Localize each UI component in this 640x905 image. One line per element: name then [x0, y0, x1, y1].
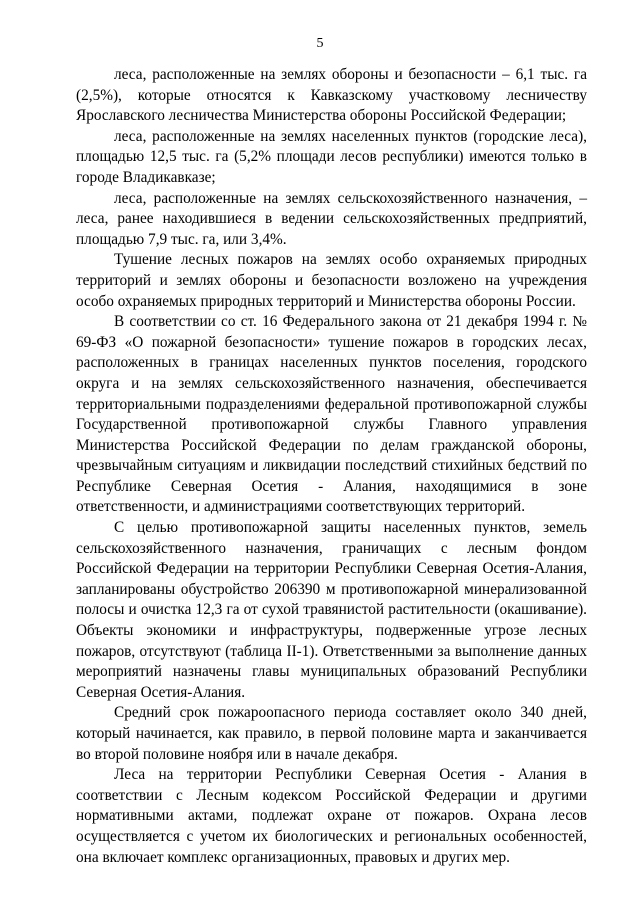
paragraph: леса, расположенные на землях обороны и безопасности – 6,1 тыс. га (2,5%), которые относятся к Кавказскому участковому лесничеству Ярославского лесничества Министерства обороны Российской Федерации;	[76, 66, 587, 125]
paragraph: Средний срок пожароопасного периода составляет около 340 дней, который начинается, как правило, в первой половине марта и заканчивается во второй половине ноября или в начале декабря.	[76, 704, 587, 763]
paragraph: Тушение лесных пожаров на землях особо охраняемых природных территорий и землях обороны и безопасности возложено на учреждения особо охраняемых природных территорий и Министерства обороны России.	[76, 251, 587, 310]
paragraph: С целью противопожарной защиты населенных пунктов, земель сельскохозяйственного назначения, граничащих с лесным фондом Российской Федерации на территории Республики Северная Осетия-Алания, запланированы обустройство 206390 м противопожарной минерализованной полосы и очистка 12,3 га от сухой травянистой растительности (окашивание). Объекты экономики и инфраструктуры, подверженные угрозе лесных пожаров, отсутствуют (таблица II-1). Ответственными за выполнение данных мероприятий назначены главы муниципальных образований Республики Северная Осетия-Алания.	[76, 519, 587, 701]
page-body	[76, 65, 587, 868]
paragraph: леса, расположенные на землях сельскохозяйственного назначения, – леса, ранее находившиеся в ведении сельскохозяйственных предприятий, площадью 7,9 тыс. га, или 3,4%.	[76, 189, 587, 248]
paragraph: леса, расположенные на землях населенных пунктов (городские леса), площадью 12,5 тыс. га (5,2% площади лесов республики) имеются только в городе Владикавказе;	[76, 127, 587, 186]
page-number: 5	[316, 36, 324, 51]
paragraph: В соответствии со ст. 16 Федерального закона от 21 декабря 1994 г. № 69-ФЗ «О пожарной безопасности» тушение пожаров в городских лесах, расположенных в границах населенных пунктов поселения, городского округа и на землях сельскохозяйственного назначения, обеспечивается территориальными подразделениями федеральной противопожарной службы Государственной противопожарной службы Главного управления Министерства Российской Федерации по делам гражданской обороны, чрезвычайным ситуациям и ликвидации последствий стихийных бедствий по Республике Северная Осетия - Алания, находящимися в зоне ответственности, и администрациями соответствующих территорий.	[76, 313, 587, 516]
paragraph: Леса на территории Республики Северная Осетия - Алания в соответствии с Лесным кодексом Российской Федерации и другими нормативными актами, подлежат охране от пожаров. Охрана лесов осуществляется с учетом их биологических и региональных особенностей, она включает комплекс организационных, правовых и других мер.	[76, 766, 587, 866]
